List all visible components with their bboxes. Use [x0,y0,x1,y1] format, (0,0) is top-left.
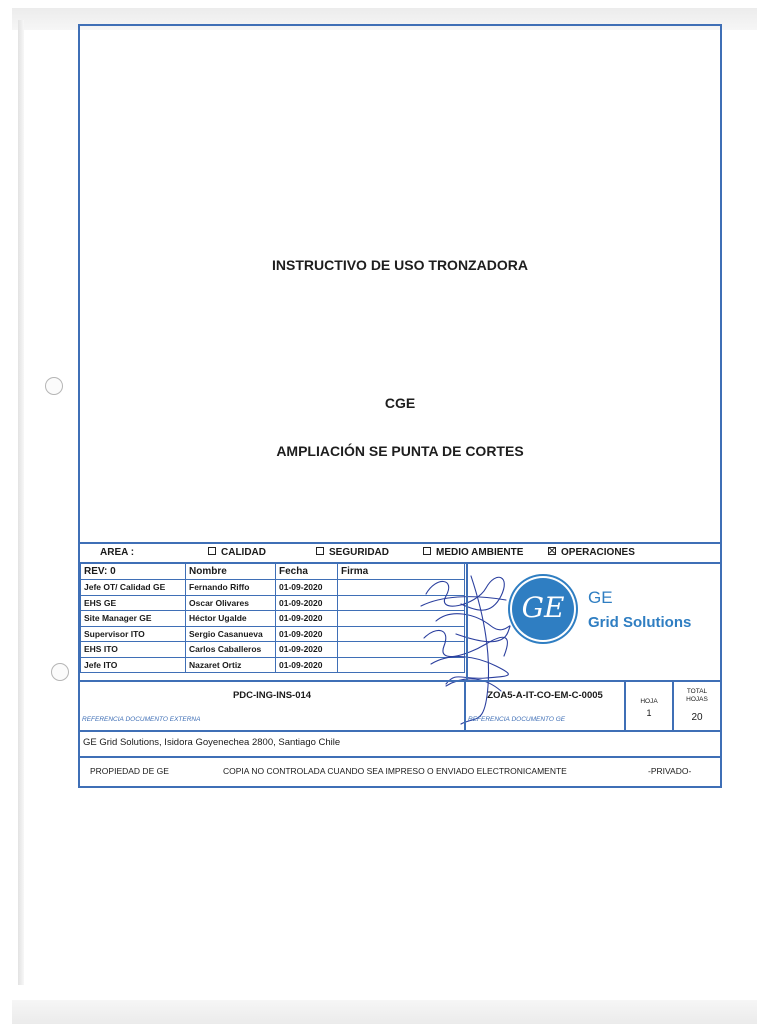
name-cell: Oscar Olivares [186,595,276,611]
table-row [81,595,465,611]
date-cell: 01-09-2020 [276,657,338,673]
date-cell: 01-09-2020 [276,626,338,642]
ge-reference-code: ZOA5-A-IT-CO-EM-C-0005 [487,690,603,701]
area-option-operaciones: OPERACIONES [548,547,635,558]
brand-line-2: Grid Solutions [588,614,692,631]
revision-table [80,562,465,673]
date-cell: 01-09-2020 [276,611,338,627]
table-row [81,626,465,642]
external-reference-label: REFERENCIA DOCUMENTO EXTERNA [82,716,201,723]
role-cell: Supervisor ITO [81,626,186,642]
uncontrolled-copy-notice: COPIA NO CONTROLADA CUANDO SEA IMPRESO O ENVIADO ELECTRONICAMENTE [223,766,567,776]
external-reference [80,682,466,730]
name-cell: Nazaret Ortiz [186,657,276,673]
logo-area [466,562,722,680]
total-sheets-label: TOTAL HOJAS [686,688,708,703]
role-cell: Jefe ITO [81,657,186,673]
checkbox-empty-icon [316,547,324,555]
role-cell: Jefe OT/ Calidad GE [81,580,186,596]
punch-hole [51,663,69,681]
table-row [81,642,465,658]
name-cell: Héctor Ugalde [186,611,276,627]
ge-monogram-logo [512,578,574,640]
external-reference-code: PDC-ING-INS-014 [232,690,312,701]
ge-monogram-text: GE [521,591,565,624]
client-name: CGE [384,395,416,411]
table-header [81,563,465,580]
ge-reference [466,682,626,730]
reference-row [80,680,720,732]
role-cell: EHS ITO [81,642,186,658]
area-row [80,542,720,564]
ge-reference-label: REFERENCIA DOCUMENTO GE [468,716,566,723]
date-cell: 01-09-2020 [276,642,338,658]
area-option-seguridad: SEGURIDAD [316,547,389,558]
sheet-label: HOJA [640,698,658,705]
total-sheets-cell [674,682,720,730]
classification-label: -PRIVADO- [648,766,692,776]
name-cell: Fernando Riffo [186,580,276,596]
table-row [81,611,465,627]
date-cell: 01-09-2020 [276,580,338,596]
sheet-value: 1 [646,708,652,718]
table-row [81,580,465,596]
brand-line-1: GE [588,588,613,607]
owner-label: PROPIEDAD DE GE [90,766,169,776]
area-option-medio-ambiente: MEDIO AMBIENTE [423,547,523,558]
project-name: AMPLIACIÓN SE PUNTA DE CORTES [276,443,524,459]
scan-shadow-bottom [12,1000,757,1024]
role-cell: EHS GE [81,595,186,611]
footer-row [80,758,720,786]
sheet-cell [626,682,674,730]
name-cell: Carlos Caballeros [186,642,276,658]
area-label: AREA : [100,547,135,558]
page-edge [18,20,24,985]
header-firma: Firma [338,563,465,580]
total-sheets-value: 20 [691,712,703,723]
area-option-calidad: CALIDAD [208,547,266,558]
name-cell: Sergio Casanueva [186,626,276,642]
document-title: INSTRUCTIVO DE USO TRONZADORA [272,257,528,273]
address-row [80,729,720,758]
checkbox-empty-icon [423,547,431,555]
role-cell: Site Manager GE [81,611,186,627]
checkbox-checked-icon [548,547,556,555]
header-nombre: Nombre [186,563,276,580]
date-cell: 01-09-2020 [276,595,338,611]
punch-hole [45,377,63,395]
document-frame [78,24,722,788]
header-rev: REV: 0 [81,563,186,580]
header-fecha: Fecha [276,563,338,580]
checkbox-empty-icon [208,547,216,555]
table-row [81,657,465,673]
company-address: GE Grid Solutions, Isidora Goyenechea 2800, Santiago Chile [83,737,341,748]
